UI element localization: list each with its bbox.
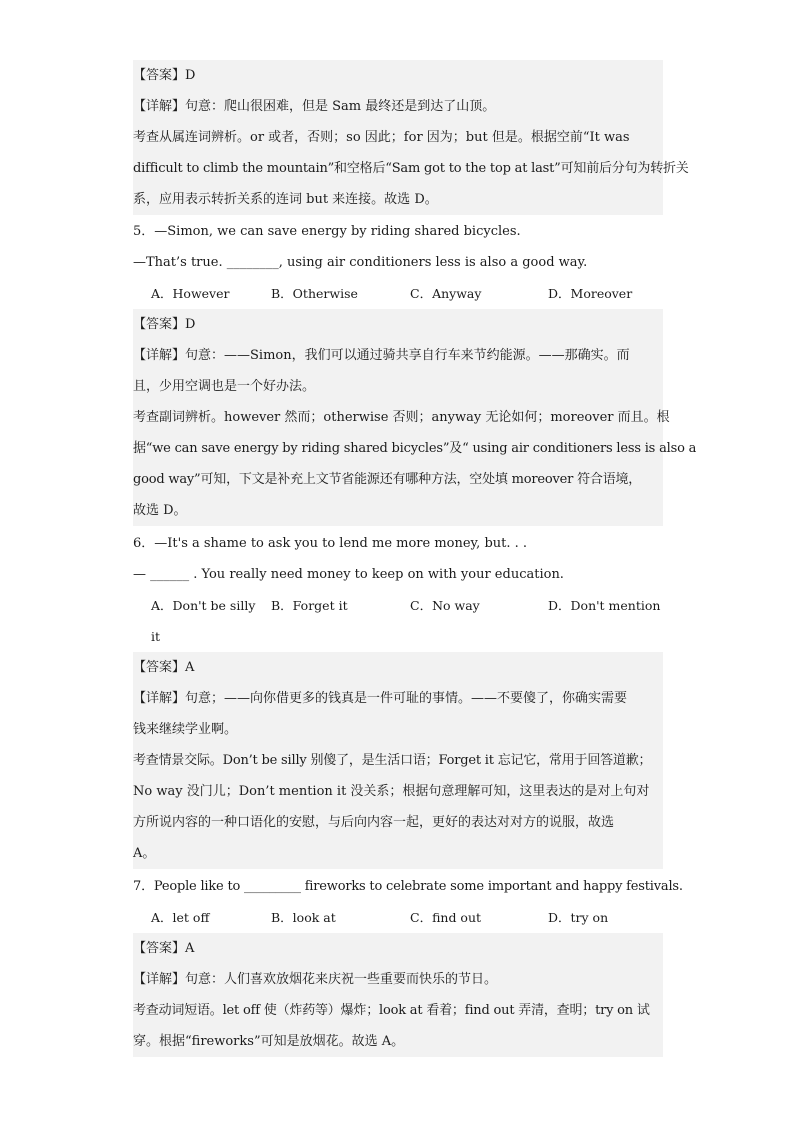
option-d: D．Don't mention	[548, 598, 661, 613]
question-6-line: — ______ . You really need money to keep on with your education.	[133, 567, 564, 582]
explain-line: 系，应用表示转折关系的连词 but 来连接。故选 D。	[133, 184, 663, 215]
answer-line: 【答案】A	[133, 652, 663, 683]
explain-line: 故选 D。	[133, 495, 663, 526]
explain-line: 考查从属连词辨析。or 或者，否则；so 因此；for 因为；but 但是。根据空前“It was	[133, 122, 663, 153]
explain-line: 且，少用空调也是一个好办法。	[133, 371, 663, 402]
option-a: A．Don't be silly	[151, 598, 256, 613]
explain-line: 穿。根据“fireworks”可知是放烟花。故选 A。	[133, 1026, 663, 1057]
option-a: A．However	[151, 286, 230, 301]
answer-line: 【答案】A	[133, 933, 663, 964]
option-c: C．Anyway	[410, 286, 482, 301]
option-c: C．find out	[410, 910, 482, 925]
explain-line: 考查情景交际。Don’t be silly 别傻了，是生活口语；Forget it 忘记它，常用于回答道歉；	[133, 745, 663, 776]
option-d: D．try on	[548, 910, 609, 925]
option-b: B．look at	[271, 910, 336, 925]
option-a: A．let off	[151, 910, 210, 925]
explain-line: 【详解】句意：——Simon，我们可以通过骑共享自行车来节约能源。——那确实。而	[133, 340, 663, 371]
explain-line: good way”可知，下文是补充上文节省能源还有哪种方法，空处填 moreover 符合语境，	[133, 464, 663, 495]
option-b: B．Forget it	[271, 598, 348, 613]
explain-line: A。	[133, 838, 663, 869]
explain-line: difficult to climb the mountain”和空格后“Sam got to the top at last”可知前后分句为转折关	[133, 153, 663, 184]
answer-line: 【答案】D	[133, 309, 663, 340]
explain-line: 考查副词辨析。however 然而；otherwise 否则；anyway 无论如何；moreover 而且。根	[133, 402, 663, 433]
explain-line: 【详解】句意：爬山很困难，但是 Sam 最终还是到达了山顶。	[133, 91, 663, 122]
answer-line: 【答案】D	[133, 60, 663, 91]
explain-line: 方所说内容的一种口语化的安慰，与后向内容一起，更好的表达对对方的说服，故选	[133, 807, 663, 838]
explain-line: 钱来继续学业啊。	[133, 714, 663, 745]
option-c: C．No way	[410, 598, 480, 613]
explain-line: No way 没门儿；Don’t mention it 没关系；根据句意理解可知，这里表达的是对上句对	[133, 776, 663, 807]
question-5-line: 5．—Simon, we can save energy by riding shared bicycles.	[133, 224, 521, 239]
explain-line: 【详解】句意；——向你借更多的钱真是一件可耻的事情。——不要傻了，你确实需要	[133, 683, 663, 714]
option-d-wrap: it	[151, 629, 161, 644]
option-d: D．Moreover	[548, 286, 633, 301]
explain-line: 据“we can save energy by riding shared bicycles”及“ using air conditioners less is also a	[133, 433, 663, 464]
question-5-line: —That’s true. ________, using air conditioners less is also a good way.	[133, 255, 588, 270]
option-b: B．Otherwise	[271, 286, 358, 301]
question-6-line: 6．—It's a shame to ask you to lend me more money, but. . .	[133, 536, 528, 551]
explain-line: 考查动词短语。let off 使（炸药等）爆炸；look at 看着；find out 弄清，查明；try on 试	[133, 995, 663, 1026]
question-7-line: 7．People like to _________ fireworks to celebrate some important and happy festivals.	[133, 879, 683, 894]
explain-line: 【详解】句意：人们喜欢放烟花来庆祝一些重要而快乐的节日。	[133, 964, 663, 995]
